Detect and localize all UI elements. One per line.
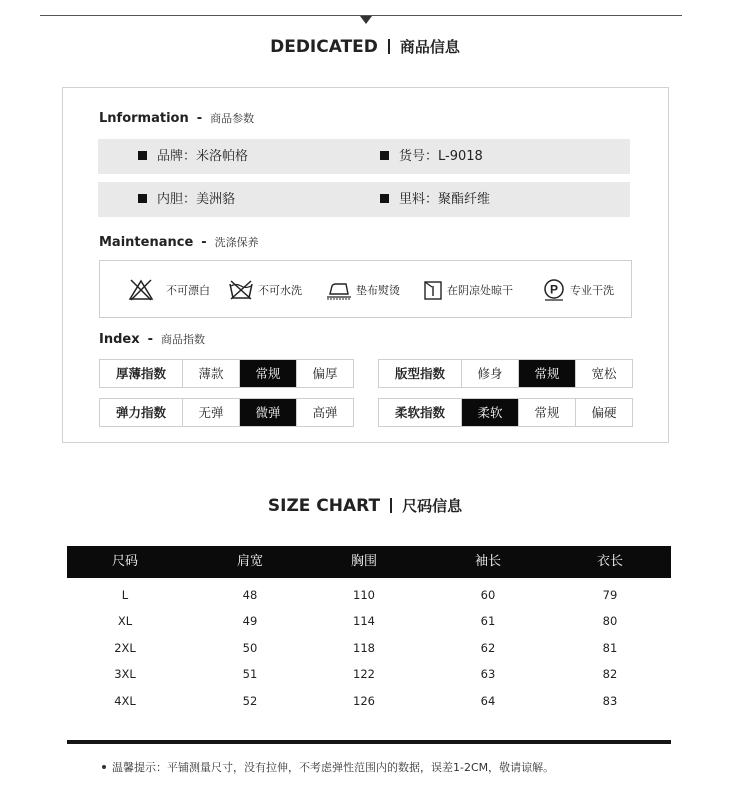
cell-chest: 114: [353, 614, 375, 628]
size-note: [102, 759, 554, 775]
header-sleeve: 袖长: [474, 554, 501, 569]
index-option: 无弹: [182, 399, 239, 426]
care-text-iron: 垫布熨烫: [356, 284, 400, 297]
care-text-no-wash: 不可水洗: [258, 284, 302, 297]
index-label-cn: 商品指数: [161, 333, 206, 346]
index-option: 高弹: [296, 399, 353, 426]
bullet-square-icon: [380, 194, 389, 203]
maintenance-label-cn: 洗涤保养: [214, 236, 259, 249]
lining-fill-text: 内胆：美洲貉: [157, 192, 236, 207]
size-chart-table: [67, 546, 671, 744]
down-arrow-icon: [360, 16, 372, 24]
cell-size: L: [121, 588, 129, 602]
care-text-dry-clean: 专业干洗: [570, 284, 614, 297]
bullet-square-icon: [138, 194, 147, 203]
no-bleach-icon: [128, 278, 154, 302]
maintenance-label: [99, 234, 259, 250]
bullet-dot-icon: [102, 765, 106, 769]
care-text-dry-shade: 在阴凉处晾干: [447, 284, 513, 297]
cell-length: 80: [602, 614, 618, 628]
cell-chest: 118: [353, 641, 375, 655]
index-option-selected: 微弹: [239, 399, 296, 426]
thickness-index-group: [99, 359, 354, 388]
care-item-dry-clean: [542, 261, 614, 319]
cell-size: 3XL: [114, 667, 136, 681]
size-note-text: 温馨提示：平铺测量尺寸，没有拉伸，不考虑弹性范围内的数据，误差1-2CM，敬请谅解。: [112, 761, 555, 774]
index-option: 偏硬: [575, 399, 632, 426]
cell-length: 81: [602, 641, 618, 655]
info-row-2: [98, 182, 630, 217]
cell-sleeve: 64: [480, 694, 496, 708]
section-title-en: DEDICATED: [270, 37, 378, 57]
professional-dry-clean-icon: [542, 278, 566, 302]
title-separator: [390, 498, 392, 513]
cell-size: 4XL: [114, 694, 136, 708]
index-option-selected: 柔软: [461, 399, 518, 426]
section-title-size-chart: [0, 495, 730, 516]
elasticity-index-title: 弹力指数: [115, 405, 166, 420]
iron-with-cloth-icon: [326, 280, 352, 300]
index-label-en: Index: [99, 332, 140, 347]
size-chart-header: [67, 546, 671, 578]
index-option-selected: 常规: [518, 360, 575, 387]
lining-fill-item: [138, 182, 235, 217]
title-separator: [388, 39, 390, 54]
elasticity-index-group: [99, 398, 354, 427]
brand-item: [138, 139, 248, 174]
cell-shoulder: 50: [242, 641, 258, 655]
care-item-no-wash: [228, 261, 302, 319]
index-option: 修身: [461, 360, 518, 387]
cell-shoulder: 48: [242, 588, 258, 602]
label-dash: -: [201, 235, 207, 250]
cell-chest: 110: [353, 588, 375, 602]
header-size: 尺码: [111, 554, 138, 569]
cell-shoulder: 49: [242, 614, 258, 628]
fit-index-group: [378, 359, 633, 388]
info-row-1: [98, 139, 630, 174]
softness-index-title: 柔软指数: [394, 405, 445, 420]
cell-sleeve: 63: [480, 667, 496, 681]
cell-length: 82: [602, 667, 618, 681]
cell-sleeve: 62: [480, 641, 496, 655]
softness-index-group: [378, 398, 633, 427]
care-item-dry-shade: [423, 261, 513, 319]
section-title-cn: 商品信息: [399, 38, 460, 56]
header-shoulder: 肩宽: [236, 554, 263, 569]
information-label: [99, 110, 254, 126]
cell-sleeve: 60: [480, 588, 496, 602]
cell-sleeve: 61: [480, 614, 496, 628]
svg-text:P: P: [549, 282, 559, 297]
cell-size: 2XL: [114, 641, 136, 655]
index-option: 宽松: [575, 360, 632, 387]
information-label-cn: 商品参数: [210, 112, 255, 125]
care-text-no-bleach: 不可漂白: [166, 284, 210, 297]
lining-material-item: [380, 182, 490, 217]
item-number-item: [380, 139, 483, 174]
care-instructions-box: [99, 260, 632, 318]
cell-length: 83: [602, 694, 618, 708]
header-length: 衣长: [596, 554, 623, 569]
fit-index-title: 版型指数: [394, 366, 445, 381]
index-option: 偏厚: [296, 360, 353, 387]
item-number-text: 货号：L-9018: [399, 149, 483, 164]
section-title-cn: 尺码信息: [402, 497, 463, 515]
label-dash: -: [147, 332, 154, 347]
table-bottom-bar: [67, 740, 671, 744]
lining-material-text: 里料：聚酯纤维: [399, 192, 491, 207]
dry-in-shade-icon: [423, 279, 443, 301]
cell-shoulder: 52: [242, 694, 258, 708]
cell-shoulder: 51: [242, 667, 258, 681]
care-item-iron: [326, 261, 400, 319]
index-option-selected: 常规: [239, 360, 296, 387]
cell-chest: 122: [353, 667, 375, 681]
no-wash-icon: [228, 279, 254, 301]
cell-length: 79: [602, 588, 618, 602]
thickness-index-title: 厚薄指数: [115, 366, 166, 381]
section-title-dedicated: [0, 36, 730, 57]
brand-text: 品牌：米洛帕格: [157, 149, 249, 164]
maintenance-label-en: Maintenance: [99, 235, 194, 250]
care-item-no-bleach: [128, 261, 210, 319]
header-chest: 胸围: [350, 554, 377, 569]
index-option: 薄款: [182, 360, 239, 387]
bullet-square-icon: [380, 151, 389, 160]
information-label-en: Lnformation: [99, 111, 189, 126]
section-title-en: SIZE CHART: [267, 496, 381, 516]
cell-size: XL: [117, 614, 133, 628]
index-label: [99, 331, 205, 347]
index-option: 常规: [518, 399, 575, 426]
cell-chest: 126: [353, 694, 375, 708]
label-dash: -: [196, 111, 203, 126]
bullet-square-icon: [138, 151, 147, 160]
